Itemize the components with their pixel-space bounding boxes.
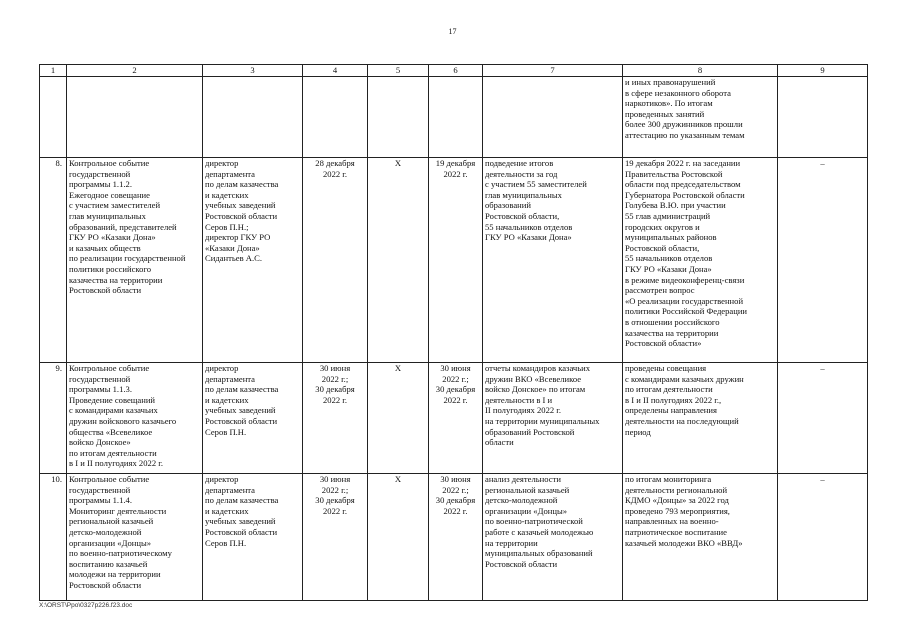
column-header: 4 bbox=[303, 65, 368, 77]
cell-planned-result bbox=[483, 77, 623, 158]
cell-number: 9. bbox=[40, 363, 67, 474]
column-header: 7 bbox=[483, 65, 623, 77]
report-table bbox=[39, 64, 868, 601]
column-header: 5 bbox=[368, 65, 429, 77]
cell-responsible: директор департамента по делам казачества и кадетских учебных заведений Ростовской области Серов П.Н.; директор ГКУ РО «Казаки Дона» Сидантьев А.С. bbox=[203, 158, 303, 363]
cell-actual-date bbox=[429, 77, 483, 158]
cell-responsible: директор департамента по делам казачества и кадетских учебных заведений Ростовской области Серов П.Н. bbox=[203, 363, 303, 474]
cell-event: Контрольное событие государственной программы 1.1.4. Мониторинг деятельности региональной казачьей детско-молодежной организации «Донцы» по военно-патриотическому воспитанию казачьей молодежи на территории Ростовской области bbox=[67, 474, 203, 601]
cell-notes: – bbox=[778, 363, 868, 474]
table-row bbox=[40, 158, 868, 363]
column-header: 8 bbox=[623, 65, 778, 77]
cell-responsible bbox=[203, 77, 303, 158]
column-header: 1 bbox=[40, 65, 67, 77]
table-row-continuation bbox=[40, 77, 868, 158]
header-row bbox=[40, 65, 868, 77]
cell-notes: – bbox=[778, 158, 868, 363]
cell-col5: X bbox=[368, 158, 429, 363]
cell-number bbox=[40, 77, 67, 158]
cell-actual-date: 30 июня 2022 г.; 30 декабря 2022 г. bbox=[429, 363, 483, 474]
cell-actual-date: 30 июня 2022 г.; 30 декабря 2022 г. bbox=[429, 474, 483, 601]
cell-planned-date: 30 июня 2022 г.; 30 декабря 2022 г. bbox=[303, 363, 368, 474]
cell-planned-result: анализ деятельности региональной казачьей детско-молодежной организации «Донцы» по военно-патриотической работе с казачьей молодежью на территории муниципальных образований Ростовской области bbox=[483, 474, 623, 601]
column-header: 9 bbox=[778, 65, 868, 77]
cell-notes: – bbox=[778, 474, 868, 601]
column-header: 3 bbox=[203, 65, 303, 77]
cell-actual-result: по итогам мониторинга деятельности региональной КДМО «Донцы» за 2022 год проведено 793 мероприятия, направленных на военно- патриотическое воспитание казачьей молодежи ВКО «ВВД» bbox=[623, 474, 778, 601]
cell-col5: X bbox=[368, 363, 429, 474]
cell-event bbox=[67, 77, 203, 158]
table-row bbox=[40, 363, 868, 474]
cell-col5 bbox=[368, 77, 429, 158]
cell-col5: X bbox=[368, 474, 429, 601]
cell-actual-result: 19 декабря 2022 г. на заседании Правительства Ростовской области под председательством Губернатора Ростовской области Голубева В.Ю. при участии 55 глав администраций городских округов и муниципальных районов Ростовской области, 55 начальников отделов ГКУ РО «Казаки Дона» в режиме видеоконференц-связи рассмотрен вопрос «О реализации государственной политики Российской Федерации в отношении российского казачества на территории Ростовской области» bbox=[623, 158, 778, 363]
cell-notes bbox=[778, 77, 868, 158]
column-header: 2 bbox=[67, 65, 203, 77]
file-path-footer: X:\ORST\Ppo\0327p226.f23.doc bbox=[39, 602, 133, 609]
cell-actual-result: и иных правонарушений в сфере незаконного оборота наркотиков». По итогам проведенных занятий более 300 дружинников прошли аттестацию по указанным темам bbox=[623, 77, 778, 158]
cell-actual-date: 19 декабря 2022 г. bbox=[429, 158, 483, 363]
cell-planned-result: подведение итогов деятельности за год с участием 55 заместителей глав муниципальных образований Ростовской области, 55 начальников отделов ГКУ РО «Казаки Дона» bbox=[483, 158, 623, 363]
page-number: 17 bbox=[448, 27, 457, 36]
cell-planned-date: 30 июня 2022 г.; 30 декабря 2022 г. bbox=[303, 474, 368, 601]
cell-planned-result: отчеты командиров казачьих дружин ВКО «Всевеликое войско Донское» по итогам деятельности в I и II полугодиях 2022 г. на территории муниципальных образований Ростовской области bbox=[483, 363, 623, 474]
cell-number: 10. bbox=[40, 474, 67, 601]
cell-number: 8. bbox=[40, 158, 67, 363]
column-header: 6 bbox=[429, 65, 483, 77]
cell-event: Контрольное событие государственной программы 1.1.3. Проведение совещаний с командирами казачьих дружин войскового казачьего общества «Всевеликое войско Донское» по итогам деятельности в I и II полугодиях 2022 г. bbox=[67, 363, 203, 474]
cell-event: Контрольное событие государственной программы 1.1.2. Ежегодное совещание с участием заместителей глав муниципальных образований, представителей ГКУ РО «Казаки Дона» и казачьих обществ по реализации государственной политики российского казачества на территории Ростовской области bbox=[67, 158, 203, 363]
cell-responsible: директор департамента по делам казачества и кадетских учебных заведений Ростовской области Серов П.Н. bbox=[203, 474, 303, 601]
table-row bbox=[40, 474, 868, 601]
cell-planned-date bbox=[303, 77, 368, 158]
cell-planned-date: 28 декабря 2022 г. bbox=[303, 158, 368, 363]
cell-actual-result: проведены совещания с командирами казачьих дружин по итогам деятельности в I и II полугодиях 2022 г., определены направления деятельности на последующий период bbox=[623, 363, 778, 474]
